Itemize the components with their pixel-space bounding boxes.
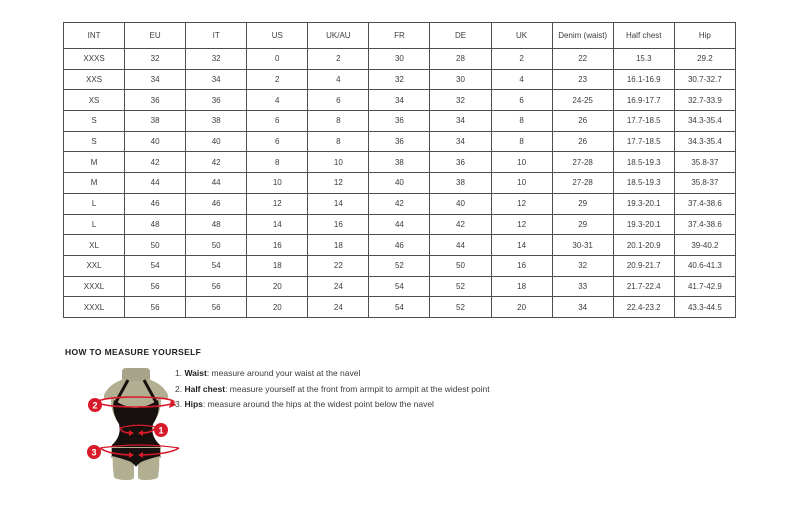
step-text: : measure yourself at the front from armpit to armpit at the widest point — [225, 383, 490, 394]
table-cell: 32 — [125, 49, 186, 70]
table-cell: 4 — [247, 90, 308, 111]
table-cell: 28 — [430, 49, 491, 70]
table-cell: 19.3-20.1 — [613, 193, 674, 214]
table-cell: 34 — [552, 297, 613, 318]
table-cell: 42 — [430, 214, 491, 235]
table-cell: 19.3-20.1 — [613, 214, 674, 235]
table-cell: 16 — [308, 214, 369, 235]
table-row — [64, 193, 736, 214]
table-cell: 12 — [308, 173, 369, 194]
header-cell: IT — [186, 23, 247, 49]
header-cell: Denim (waist) — [552, 23, 613, 49]
table-cell: 35.8-37 — [674, 152, 735, 173]
table-cell: M — [64, 152, 125, 173]
table-cell: 18 — [491, 276, 552, 297]
table-cell: 6 — [491, 90, 552, 111]
measure-step-half-chest — [175, 385, 490, 394]
header-cell: FR — [369, 23, 430, 49]
table-cell: XXXL — [64, 297, 125, 318]
measure-section-title: HOW TO MEASURE YOURSELF — [65, 347, 202, 357]
measure-step-hips — [175, 400, 490, 409]
table-cell: 43.3-44.5 — [674, 297, 735, 318]
table-cell: 35.8-37 — [674, 173, 735, 194]
table-cell: 34 — [430, 131, 491, 152]
table-cell: 34.3-35.4 — [674, 111, 735, 132]
table-cell: 42 — [125, 152, 186, 173]
table-cell: 30-31 — [552, 235, 613, 256]
table-cell: 36 — [125, 90, 186, 111]
table-cell: 4 — [308, 69, 369, 90]
table-cell: 34 — [430, 111, 491, 132]
table-cell: 38 — [430, 173, 491, 194]
table-cell: 27-28 — [552, 173, 613, 194]
table-cell: 22 — [552, 49, 613, 70]
table-cell: 12 — [491, 214, 552, 235]
table-cell: 42 — [369, 193, 430, 214]
table-cell: 20 — [247, 276, 308, 297]
badge-half-chest-number: 2 — [92, 400, 98, 411]
table-cell: 44 — [186, 173, 247, 194]
table-cell: 34 — [369, 90, 430, 111]
table-cell: S — [64, 111, 125, 132]
table-cell: 10 — [308, 152, 369, 173]
step-term: Hips — [184, 399, 203, 409]
header-cell: DE — [430, 23, 491, 49]
table-cell: 46 — [369, 235, 430, 256]
table-cell: 14 — [247, 214, 308, 235]
table-cell: 17.7-18.5 — [613, 131, 674, 152]
table-cell: 40 — [186, 131, 247, 152]
table-cell: 54 — [369, 276, 430, 297]
table-cell: 40 — [369, 173, 430, 194]
table-cell: 26 — [552, 111, 613, 132]
table-cell: 32 — [369, 69, 430, 90]
header-cell: UK — [491, 23, 552, 49]
header-cell: INT — [64, 23, 125, 49]
table-cell: 8 — [491, 131, 552, 152]
table-cell: 40 — [125, 131, 186, 152]
step-number: 2. — [175, 383, 185, 394]
header-cell: UK/AU — [308, 23, 369, 49]
table-cell: L — [64, 193, 125, 214]
table-cell: 18.5-19.3 — [613, 152, 674, 173]
table-cell: 50 — [186, 235, 247, 256]
table-cell: 41.7-42.9 — [674, 276, 735, 297]
table-cell: 21.7-22.4 — [613, 276, 674, 297]
table-cell: 18 — [308, 235, 369, 256]
table-cell: 42 — [186, 152, 247, 173]
table-row — [64, 255, 736, 276]
table-cell: 2 — [308, 49, 369, 70]
table-cell: 6 — [247, 111, 308, 132]
table-cell: 20 — [247, 297, 308, 318]
table-cell: 48 — [125, 214, 186, 235]
table-cell: 29.2 — [674, 49, 735, 70]
badge-waist-number: 1 — [158, 425, 164, 436]
table-cell: 48 — [186, 214, 247, 235]
table-cell: 27-28 — [552, 152, 613, 173]
size-chart-table — [63, 22, 736, 318]
step-text: : measure around your waist at the navel — [206, 368, 361, 378]
table-cell: XXXL — [64, 276, 125, 297]
table-row — [64, 152, 736, 173]
table-cell: 18.5-19.3 — [613, 173, 674, 194]
table-row — [64, 173, 736, 194]
table-cell: 29 — [552, 193, 613, 214]
mannequin-illustration — [84, 366, 186, 484]
measure-step-waist — [175, 369, 490, 378]
table-cell: 4 — [491, 69, 552, 90]
table-cell: 2 — [247, 69, 308, 90]
table-cell: 23 — [552, 69, 613, 90]
table-cell: 52 — [430, 276, 491, 297]
table-cell: 2 — [491, 49, 552, 70]
table-cell: M — [64, 173, 125, 194]
table-row — [64, 90, 736, 111]
table-cell: 34 — [186, 69, 247, 90]
table-cell: 36 — [430, 152, 491, 173]
table-cell: 15.3 — [613, 49, 674, 70]
table-cell: 34 — [125, 69, 186, 90]
table-cell: 29 — [552, 214, 613, 235]
table-cell: 46 — [186, 193, 247, 214]
table-cell: 54 — [186, 255, 247, 276]
table-cell: 38 — [369, 152, 430, 173]
table-cell: 52 — [430, 297, 491, 318]
table-cell: 14 — [491, 235, 552, 256]
step-term: Half chest — [184, 383, 226, 394]
mannequin-figure — [84, 366, 186, 484]
header-cell: US — [247, 23, 308, 49]
table-cell: 56 — [125, 297, 186, 318]
badge-half-chest — [88, 398, 102, 412]
badge-hips-number: 3 — [91, 447, 97, 458]
table-cell: 34.3-35.4 — [674, 131, 735, 152]
table-cell: 24-25 — [552, 90, 613, 111]
table-cell: 38 — [125, 111, 186, 132]
measure-steps-list — [175, 369, 490, 416]
table-cell: 16 — [247, 235, 308, 256]
table-cell: 26 — [552, 131, 613, 152]
table-cell: L — [64, 214, 125, 235]
header-cell: Hip — [674, 23, 735, 49]
badge-hips — [87, 445, 101, 459]
table-cell: 36 — [369, 111, 430, 132]
badge-waist — [154, 423, 168, 437]
table-cell: 40.6-41.3 — [674, 255, 735, 276]
table-cell: 54 — [369, 297, 430, 318]
table-row — [64, 276, 736, 297]
table-row — [64, 49, 736, 70]
table-cell: 8 — [308, 111, 369, 132]
table-cell: XL — [64, 235, 125, 256]
table-cell: 20.9-21.7 — [613, 255, 674, 276]
table-cell: 24 — [308, 276, 369, 297]
step-text: : measure around the hips at the widest point below the navel — [202, 399, 434, 409]
table-row — [64, 69, 736, 90]
table-cell: 10 — [491, 152, 552, 173]
table-cell: 17.7-18.5 — [613, 111, 674, 132]
table-cell: 6 — [308, 90, 369, 111]
table-cell: 36 — [186, 90, 247, 111]
table-cell: 44 — [125, 173, 186, 194]
table-cell: 56 — [186, 297, 247, 318]
table-cell: 20.1-20.9 — [613, 235, 674, 256]
table-cell: 30.7-32.7 — [674, 69, 735, 90]
step-term: Waist — [184, 368, 207, 378]
table-row — [64, 111, 736, 132]
header-cell: Half chest — [613, 23, 674, 49]
table-cell: 54 — [125, 255, 186, 276]
table-cell: 8 — [308, 131, 369, 152]
table-cell: 32 — [186, 49, 247, 70]
table-row — [64, 131, 736, 152]
table-cell: 37.4-38.6 — [674, 214, 735, 235]
table-cell: 50 — [125, 235, 186, 256]
table-row — [64, 214, 736, 235]
table-cell: 30 — [430, 69, 491, 90]
table-cell: XS — [64, 90, 125, 111]
table-cell: 32.7-33.9 — [674, 90, 735, 111]
table-cell: 39-40.2 — [674, 235, 735, 256]
table-row — [64, 235, 736, 256]
table-cell: 32 — [430, 90, 491, 111]
header-cell: EU — [125, 23, 186, 49]
table-cell: XXXS — [64, 49, 125, 70]
table-cell: 33 — [552, 276, 613, 297]
table-cell: 46 — [125, 193, 186, 214]
table-cell: 12 — [247, 193, 308, 214]
table-cell: XXL — [64, 255, 125, 276]
table-cell: 37.4-38.6 — [674, 193, 735, 214]
table-cell: 38 — [186, 111, 247, 132]
table-cell: S — [64, 131, 125, 152]
table-cell: 44 — [430, 235, 491, 256]
table-cell: 10 — [491, 173, 552, 194]
table-cell: 12 — [491, 193, 552, 214]
table-cell: 18 — [247, 255, 308, 276]
table-cell: 44 — [369, 214, 430, 235]
step-number: 3. — [175, 399, 185, 409]
table-cell: 16.1-16.9 — [613, 69, 674, 90]
table-cell: 50 — [430, 255, 491, 276]
table-cell: 36 — [369, 131, 430, 152]
table-cell: 22 — [308, 255, 369, 276]
table-cell: 40 — [430, 193, 491, 214]
table-cell: 24 — [308, 297, 369, 318]
table-cell: 56 — [186, 276, 247, 297]
table-cell: 10 — [247, 173, 308, 194]
table-cell: 20 — [491, 297, 552, 318]
table-cell: 52 — [369, 255, 430, 276]
table-cell: 22.4-23.2 — [613, 297, 674, 318]
table-cell: 16 — [491, 255, 552, 276]
table-cell: 32 — [552, 255, 613, 276]
table-header-row — [64, 23, 736, 49]
step-number: 1. — [175, 368, 185, 378]
table-cell: 56 — [125, 276, 186, 297]
table-cell: 8 — [491, 111, 552, 132]
table-cell: 16.9-17.7 — [613, 90, 674, 111]
table-cell: 6 — [247, 131, 308, 152]
table-row — [64, 297, 736, 318]
table-cell: 8 — [247, 152, 308, 173]
table-cell: 30 — [369, 49, 430, 70]
table-cell: XXS — [64, 69, 125, 90]
table-cell: 0 — [247, 49, 308, 70]
table-cell: 14 — [308, 193, 369, 214]
